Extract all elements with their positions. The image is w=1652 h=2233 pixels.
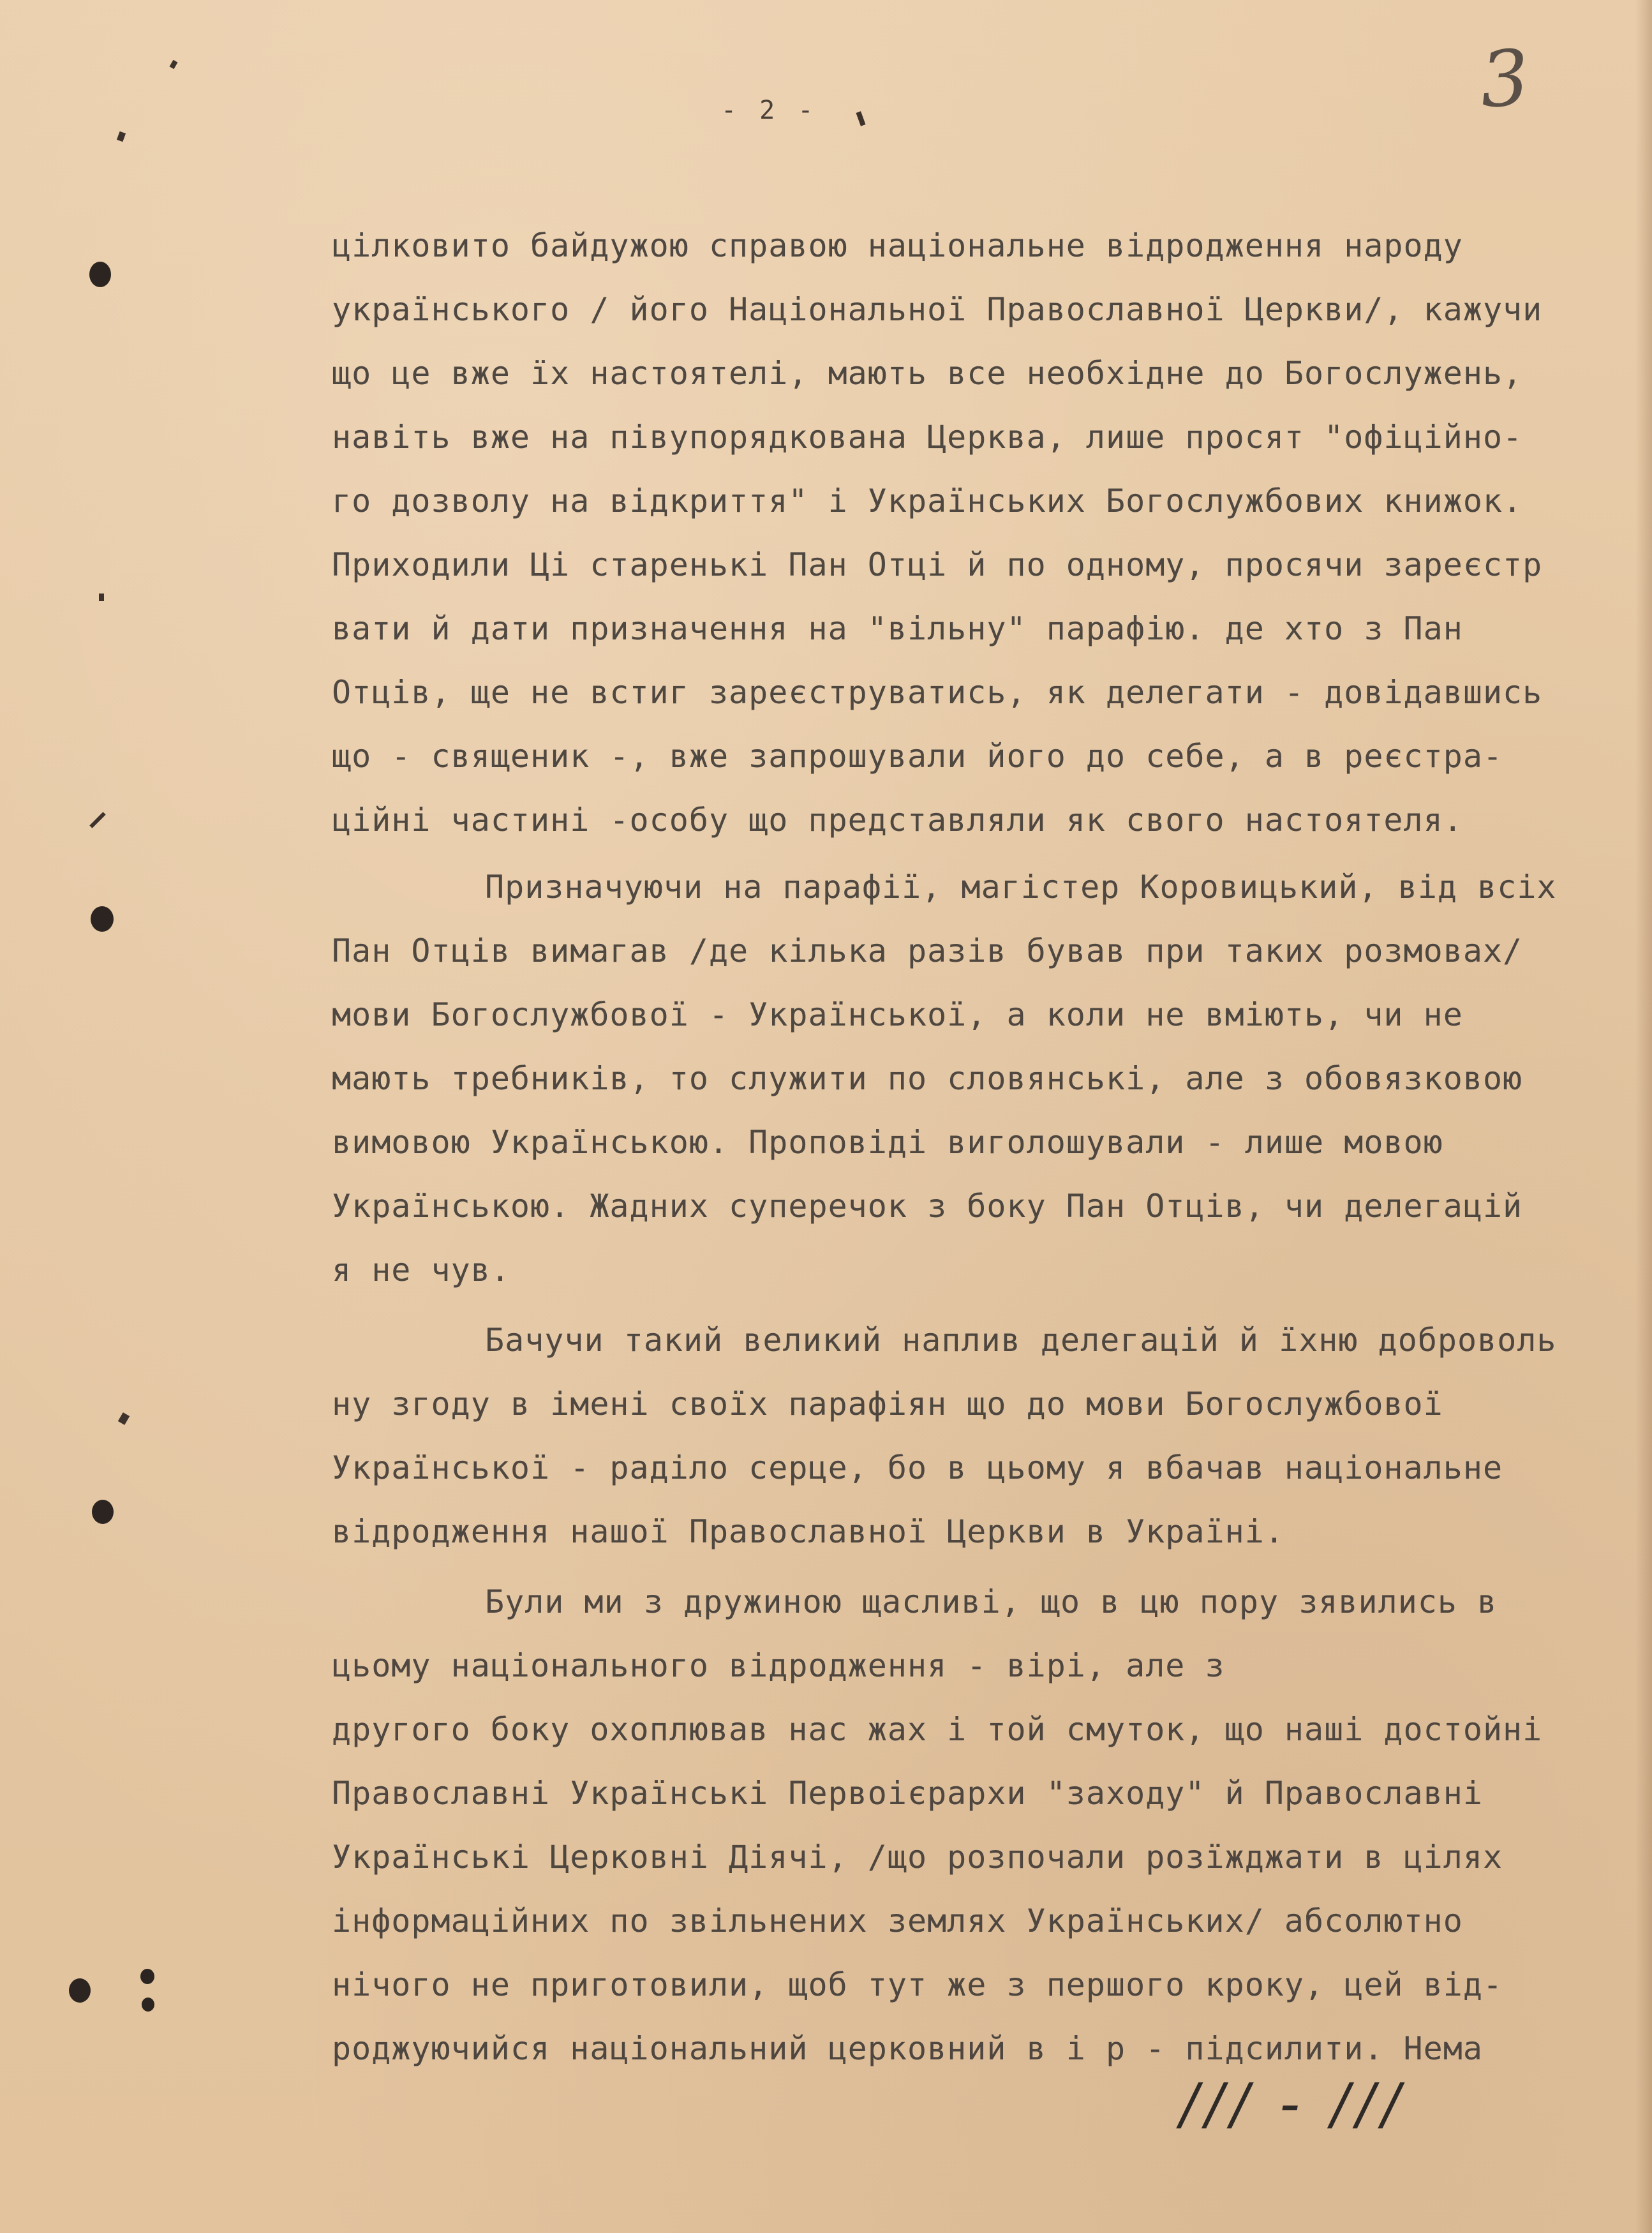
handwritten-archive-mark: /// - /// — [1174, 2071, 1413, 2137]
text-line: українського / його Національної Православної Церкви/, кажучи — [332, 291, 1543, 328]
text-line: цілковито байдужою справою національне відродження народу — [332, 227, 1463, 264]
text-line: го дозволу на відкриття" і Українських Богослужбових книжок. — [332, 482, 1523, 519]
paper-speck — [856, 111, 865, 126]
text-line: відродження нашої Православної Церкви в Україні. — [332, 1513, 1284, 1550]
paper-speck — [89, 812, 105, 828]
text-line: Бачучи такий великий наплив делегацій й їхню доброволь — [485, 1322, 1557, 1359]
page-edge-shadow — [1635, 0, 1652, 2233]
binding-hole-mark — [140, 1969, 154, 1984]
text-line: Православні Українські Первоієрархи "заходу" й Православні — [332, 1775, 1483, 1812]
page-number: - 2 - — [721, 96, 817, 125]
text-line: цьому національного відродження - вірі, але з — [332, 1647, 1225, 1684]
text-line: Української - раділо серце, бо в цьому я вбачав національне — [332, 1449, 1503, 1486]
text-line: що - священик -, вже запрошували його до себе, а в реєстра- — [332, 738, 1503, 775]
text-line: що це вже їх настоятелі, мають все необхідне до Богослужень, — [332, 355, 1523, 392]
text-line: Приходили Ці старенькі Пан Отці й по одному, просячи зареєстр — [332, 546, 1543, 583]
binding-hole-mark — [92, 1500, 114, 1524]
text-line: другого боку охоплював нас жах і той смуток, що наші достойні — [332, 1711, 1543, 1748]
text-line: вати й дати призначення на "вільну" парафію. де хто з Пан — [332, 610, 1463, 647]
paper-speck — [118, 1412, 130, 1425]
text-line: Були ми з дружиною щасливі, що в цю пору зявились в — [485, 1583, 1498, 1620]
text-line: ну згоду в імені своїх парафіян що до мови Богослужбової — [332, 1385, 1443, 1423]
text-line: ційні частині -особу що представляли як свого настоятеля. — [332, 802, 1463, 839]
text-line: Українською. Жадних суперечок з боку Пан Отців, чи делегацій — [332, 1188, 1523, 1225]
text-line: роджуючийся національний церковний в і р - підсилити. Нема — [332, 2030, 1483, 2067]
text-line: Пан Отців вимагав /де кілька разів бував при таких розмовах/ — [332, 932, 1523, 969]
text-line: мають требників, то служити по словянські, але з обовязковою — [332, 1060, 1523, 1097]
paper-speck — [99, 594, 104, 601]
handwritten-folio-number: 3 — [1477, 33, 1533, 126]
text-line: я не чув. — [332, 1251, 510, 1288]
binding-hole-mark — [89, 262, 111, 287]
paper-speck — [117, 131, 126, 142]
text-line: інформаційних по звільнених землях Українських/ абсолютно — [332, 1902, 1463, 1939]
text-line: Отців, ще не встиг зареєструватись, як делегати - довідавшись — [332, 674, 1543, 711]
binding-hole-mark — [142, 1998, 154, 2012]
text-line: навіть вже на півупорядкована Церква, лише просят "офіційно- — [332, 419, 1523, 456]
binding-hole-mark — [69, 1978, 91, 2003]
paper-speck — [170, 60, 178, 69]
text-line: нічого не приготовили, щоб тут же з першого кроку, цей від- — [332, 1966, 1503, 2003]
text-line: Українські Церковні Діячі, /що розпочали розїжджати в цілях — [332, 1839, 1503, 1876]
text-line: мови Богослужбової - Української, а коли не вміють, чи не — [332, 996, 1463, 1033]
text-line: Призначуючи на парафії, магістер Коровицький, від всіх — [485, 869, 1557, 906]
binding-hole-mark — [91, 906, 114, 932]
text-line: вимовою Українською. Проповіді виголошували - лише мовою — [332, 1124, 1443, 1161]
